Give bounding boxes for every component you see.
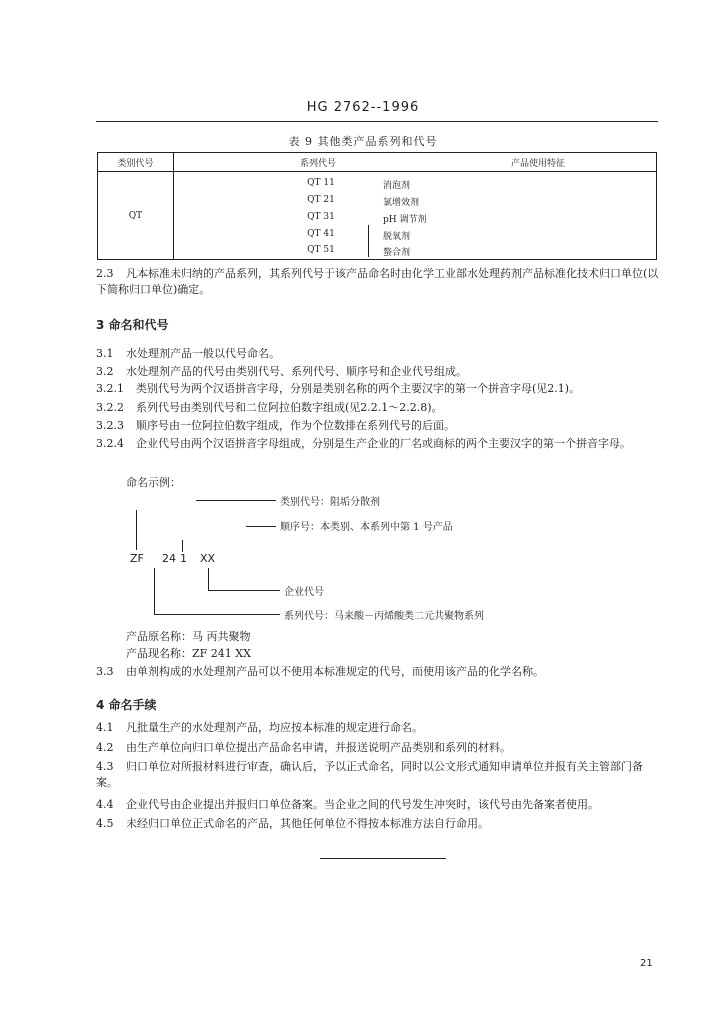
diagram-line-enterprise bbox=[208, 590, 280, 591]
page-number: 21 bbox=[640, 958, 653, 969]
example-code-xx: XX bbox=[200, 552, 216, 565]
example-label-category: 类别代号：阻垢分散剂 bbox=[280, 497, 380, 508]
diagram-line-sequence bbox=[246, 526, 276, 527]
clause-text: 凡本标准未归纳的产品系列，其系列代号于该产品命名时由化学工业部水处理药剂产品标准化技术归口单位(以下简称归口单位)确定。 bbox=[96, 267, 659, 296]
clause-number: 3.2.4 bbox=[96, 437, 124, 450]
table-column-divider bbox=[173, 153, 174, 259]
clause-text: 系列代号由类别代号和二位阿拉伯数字组成(见2.2.1～2.2.8)。 bbox=[136, 401, 443, 414]
clause-text: 企业代号由两个汉语拼音字母组成，分别是生产企业的厂名或商标的两个主要汉字的第一个拼音字母。 bbox=[136, 437, 631, 450]
clause-3-2-1 bbox=[96, 381, 660, 397]
table-row-product: 消泡剂 bbox=[383, 181, 411, 191]
table-row-code: QT 41 bbox=[307, 229, 335, 239]
clause-text: 归口单位对所报材料进行审查，确认后，予以正式命名，同时以公文形式通知申请单位并报有关主管部门备案。 bbox=[96, 760, 643, 789]
diagram-line-category bbox=[196, 500, 276, 501]
clause-text: 未经归口单位正式命名的产品，其他任何单位不得按本标准方法自行命用。 bbox=[126, 817, 489, 830]
clause-3-2-2 bbox=[96, 400, 660, 416]
diagram-vertical-zf bbox=[136, 510, 137, 550]
clause-number: 3.2 bbox=[96, 365, 114, 378]
clause-4-5 bbox=[96, 816, 660, 832]
table-row-code: QT 51 bbox=[307, 245, 335, 255]
clause-text: 企业代号由企业提出并报归口单位备案。当企业之间的代号发生冲突时，该代号由先备案者使用。 bbox=[126, 798, 599, 811]
table-row-code: QT 31 bbox=[307, 212, 335, 222]
clause-3-2-4 bbox=[96, 436, 660, 452]
clause-3-3 bbox=[96, 664, 660, 680]
clause-number: 4.4 bbox=[96, 798, 114, 811]
clause-number: 3.1 bbox=[96, 347, 114, 360]
diagram-vertical-xx bbox=[208, 568, 209, 590]
clause-text: 由生产单位向归口单位提出产品命名申请，并报送说明产品类别和系列的材料。 bbox=[126, 741, 511, 754]
example-code-zf: ZF bbox=[130, 552, 144, 565]
clause-4-2 bbox=[96, 740, 660, 756]
header-rule bbox=[96, 121, 658, 122]
clause-number: 3.2.2 bbox=[96, 401, 124, 414]
example-label-enterprise: 企业代号 bbox=[284, 587, 324, 598]
clause-number: 3.2.3 bbox=[96, 419, 124, 432]
clause-number: 4.3 bbox=[96, 760, 114, 773]
table-row-product: pH 调节剂 bbox=[383, 215, 427, 225]
example-original-name: 产品原名称：马 丙共聚物 bbox=[126, 630, 251, 643]
clause-4-1 bbox=[96, 720, 660, 736]
diagram-line-series bbox=[154, 614, 280, 615]
clause-3-2 bbox=[96, 364, 660, 380]
clause-text: 水处理剂产品一般以代号命名。 bbox=[126, 347, 280, 360]
table-row-product: 氯增效剂 bbox=[383, 198, 420, 208]
section-3-title: 3 命名和代号 bbox=[96, 318, 169, 332]
example-label-series: 系列代号：马来酸－丙烯酸类二元共聚物系列 bbox=[284, 611, 484, 622]
clause-text: 凡批量生产的水处理剂产品，均应按本标准的规定进行命名。 bbox=[126, 721, 423, 734]
table-header-series: 系列代号 bbox=[299, 159, 336, 169]
end-rule bbox=[320, 858, 446, 859]
example-intro: 命名示例： bbox=[126, 476, 181, 489]
table-row-code: QT 11 bbox=[307, 178, 335, 188]
example-current-name: 产品现名称：ZF 241 XX bbox=[126, 647, 251, 660]
clause-text: 由单剂构成的水处理剂产品可以不使用本标准规定的代号，而使用该产品的化学名称。 bbox=[126, 665, 544, 678]
clause-number: 3.3 bbox=[96, 665, 114, 678]
clause-text: 类别代号为两个汉语拼音字母，分别是类别名称的两个主要汉字的第一个拼音字母(见2.1)。 bbox=[136, 382, 581, 395]
example-code-24: 24 bbox=[162, 552, 176, 565]
table-header-usage: 产品使用特征 bbox=[510, 159, 565, 169]
clause-text: 水处理剂产品的代号由类别代号、系列代号、顺序号和企业代号组成。 bbox=[126, 365, 467, 378]
table-header-rule bbox=[98, 171, 656, 172]
section-4-title: 4 命名手续 bbox=[96, 698, 157, 712]
clause-number: 3.2.1 bbox=[96, 382, 124, 395]
table-caption: 表 9 其他类产品系列和代号 bbox=[288, 135, 438, 148]
clause-text: 顺序号由一位阿拉伯数字组成，作为个位数排在系列代号的后面。 bbox=[136, 419, 455, 432]
clause-number: 2.3 bbox=[96, 267, 114, 280]
product-series-table bbox=[97, 152, 657, 260]
clause-2-3 bbox=[96, 266, 660, 298]
table-category-code: QT bbox=[128, 211, 143, 221]
table-row-code: QT 21 bbox=[307, 195, 335, 205]
example-label-sequence: 顺序号：本类别、本系列中第 1 号产品 bbox=[280, 522, 453, 533]
table-header-category: 类别代号 bbox=[117, 159, 154, 169]
clause-number: 4.5 bbox=[96, 817, 114, 830]
table-row-product: 螯合剂 bbox=[383, 248, 411, 258]
diagram-vertical-series bbox=[154, 568, 155, 614]
clause-number: 4.1 bbox=[96, 721, 114, 734]
table-row-product: 脱氧剂 bbox=[383, 232, 411, 242]
clause-4-3 bbox=[96, 759, 660, 791]
diagram-vertical-1 bbox=[182, 540, 183, 552]
clause-4-4 bbox=[96, 797, 660, 813]
example-code-1: 1 bbox=[180, 552, 187, 565]
clause-3-2-3 bbox=[96, 418, 660, 434]
clause-3-1 bbox=[96, 346, 660, 362]
table-bracket-line bbox=[368, 225, 369, 257]
clause-number: 4.2 bbox=[96, 741, 114, 754]
standard-code: HG 2762--1996 bbox=[306, 100, 420, 115]
